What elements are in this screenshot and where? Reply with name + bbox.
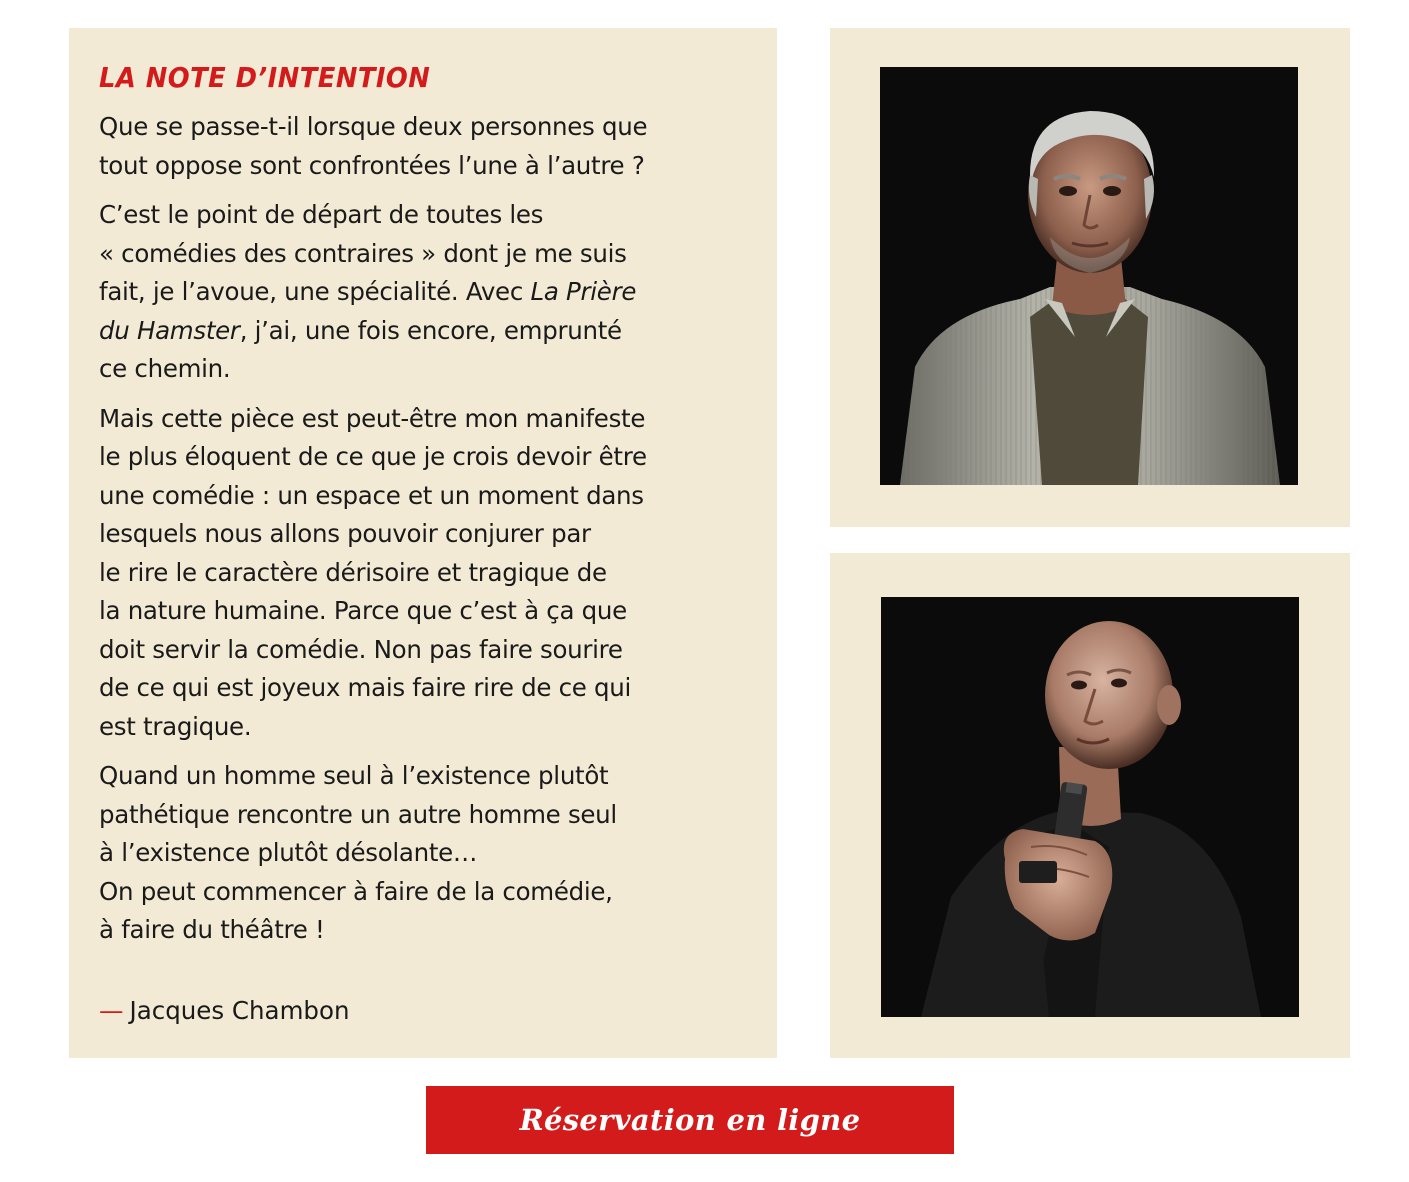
portrait-photo-bald-man-with-pistol: [881, 597, 1299, 1017]
paragraph-4: [99, 757, 777, 950]
paragraph-line: « comédies des contraires » dont je me suis: [99, 238, 627, 268]
paragraph-line: à faire du théâtre !: [99, 915, 325, 944]
text-run: , j’ai, une fois encore, emprunté: [239, 315, 622, 345]
text-run: fait, je l’avoue, une spécialité. Avec: [99, 277, 531, 306]
paragraph-line: est tragique.: [99, 711, 252, 741]
paragraph-3: [99, 400, 777, 747]
paragraph-line: la nature humaine. Parce que c’est à ça que: [99, 596, 627, 625]
portrait-illustration: [881, 597, 1299, 1017]
signature: [99, 992, 777, 1030]
paragraph-line: tout oppose sont confrontées l’une à l’autre ?: [99, 150, 645, 180]
portrait-illustration: [880, 67, 1298, 485]
paragraph-line: à l’existence plutôt désolante…: [99, 838, 478, 867]
paragraph-line: [99, 273, 777, 312]
paragraph-line: le rire le caractère dérisoire et tragique de: [99, 557, 607, 587]
paragraph-line: pathétique rencontre un autre homme seul: [99, 799, 617, 829]
paragraph-line: le plus éloquent de ce que je crois devoir être: [99, 442, 647, 471]
online-booking-button[interactable]: Réservation en ligne: [426, 1086, 954, 1154]
paragraph-line: Que se passe-t-il lorsque deux personnes que: [99, 112, 648, 141]
author-name: Jacques Chambon: [129, 995, 350, 1025]
paragraph-2: [99, 196, 777, 389]
paragraph-line: Quand un homme seul à l’existence plutôt: [99, 761, 609, 790]
paragraph-line: [99, 312, 777, 351]
note-title: LA NOTE D’INTENTION: [99, 61, 431, 94]
photo-panel-1: [830, 28, 1350, 527]
paragraph-1: [99, 108, 777, 185]
paragraph-line: de ce qui est joyeux mais faire rire de ce qui: [99, 673, 632, 702]
paragraph-line: doit servir la comédie. Non pas faire sourire: [99, 634, 623, 664]
play-title-part-1: La Prière: [530, 277, 637, 306]
paragraph-line: On peut commencer à faire de la comédie,: [99, 876, 613, 906]
paragraph-line: lesquels nous allons pouvoir conjurer par: [99, 519, 591, 548]
paragraph-line: ce chemin.: [99, 354, 231, 383]
portrait-photo-grey-haired-man: [880, 67, 1298, 485]
paragraph-line: une comédie : un espace et un moment dans: [99, 480, 644, 510]
paragraph-line: Mais cette pièce est peut-être mon manifeste: [99, 403, 646, 433]
signature-dash: —: [99, 995, 124, 1025]
play-title-part-2: du Hamster: [99, 315, 240, 345]
paragraph-line: C’est le point de départ de toutes les: [99, 200, 544, 229]
photo-panel-2: [830, 553, 1350, 1058]
note-panel: [69, 28, 777, 1058]
